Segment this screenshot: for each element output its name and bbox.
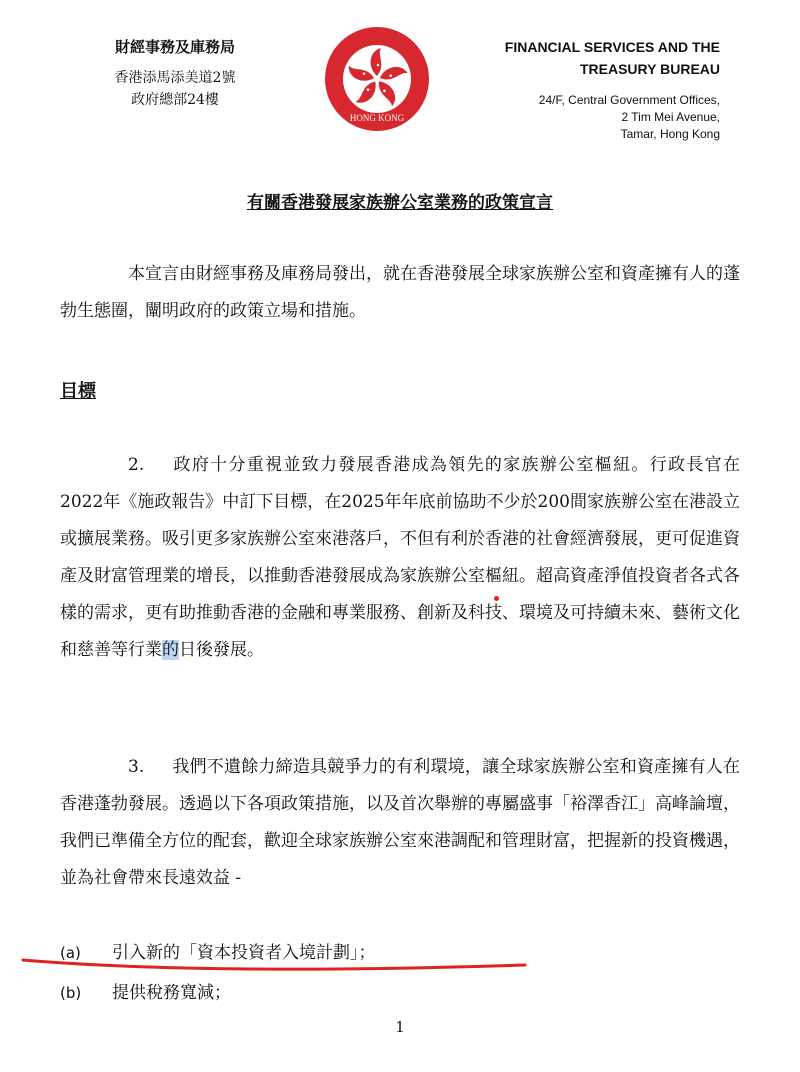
list-item-b-label: (b): [60, 984, 82, 1002]
address-english-line3: Tamar, Hong Kong: [620, 127, 720, 141]
address-english: [470, 92, 720, 143]
paragraph-2-highlighted-char[interactable]: 的: [162, 640, 179, 660]
paragraph-2-number: 2.: [128, 455, 145, 475]
bureau-name-chinese: 財經事務及庫務局: [114, 38, 235, 56]
section-heading-objectives: 目標: [60, 381, 96, 402]
list-item-b: [60, 978, 231, 1008]
address-english-line2: 2 Tim Mei Avenue,: [621, 110, 720, 124]
document-title: 有關香港發展家族辦公室業務的政策宣言: [247, 193, 553, 213]
header-english-block: [470, 36, 720, 143]
address-english-line1: 24/F, Central Government Offices,: [538, 93, 720, 107]
paragraph-2-text-start: 政府十分重視並致力發展香港成為領先的家族辦公室樞紐。行政長官在2022年《施政報告》中訂下目標，在2025年年底前協助不少於200間家族辦公室在港設立或擴展業務。吸引更多家族辦公室來港落戶，不但有利於香港的社會經濟發展，更可促進資產及財富管理業的增長，以推動香港發展成為家族辦公室樞紐。超高資產淨值投資者各式各樣的需求，更有助推動香港的金融和專業服務、創新及科技、環境及可持續未來、藝術文化和慈善等行業: [60, 455, 740, 660]
red-annotation-dot: [494, 596, 499, 601]
address-chinese-line2: 政府總部24樓: [131, 92, 219, 108]
bureau-name-english-line2: TREASURY BUREAU: [579, 61, 720, 77]
paragraph-2: [60, 447, 740, 669]
paragraph-3-number: 3.: [128, 757, 145, 777]
page-number: 1: [395, 1018, 405, 1036]
header-chinese-block: [60, 36, 290, 111]
paragraph-2-text-end: 日後發展。: [179, 640, 264, 660]
list-item-a-label: (a): [60, 944, 81, 962]
paragraph-3-text: 我們不遺餘力締造具競爭力的有利環境，讓全球家族辦公室和資產擁有人在香港蓬勃發展。透過以下各項政策措施，以及首次舉辦的專屬盛事「裕澤香江」高峰論壇，我們已準備全方位的配套，歡迎全球家族辦公室來港調配和管理財富，把握新的投資機遇，並為社會帶來長遠效益 -: [60, 757, 740, 888]
red-underline-annotation: [20, 952, 530, 976]
list-item-b-text: 提供稅務寬減；: [112, 983, 231, 1003]
emblem-text: HONG KONG: [349, 113, 405, 123]
bureau-name-english-line1: FINANCIAL SERVICES AND THE: [504, 39, 720, 55]
address-chinese-line1: 香港添馬添美道2號: [114, 70, 236, 86]
intro-paragraph: 本宣言由財經事務及庫務局發出，就在香港發展全球家族辦公室和資產擁有人的蓬勃生態圈，闡明政府的政策立場和措施。: [60, 264, 740, 321]
list-item-a-text: 引入新的「資本投資者入境計劃」；: [112, 943, 376, 963]
paragraph-3: [60, 749, 740, 897]
hksar-emblem-icon: [322, 24, 432, 134]
